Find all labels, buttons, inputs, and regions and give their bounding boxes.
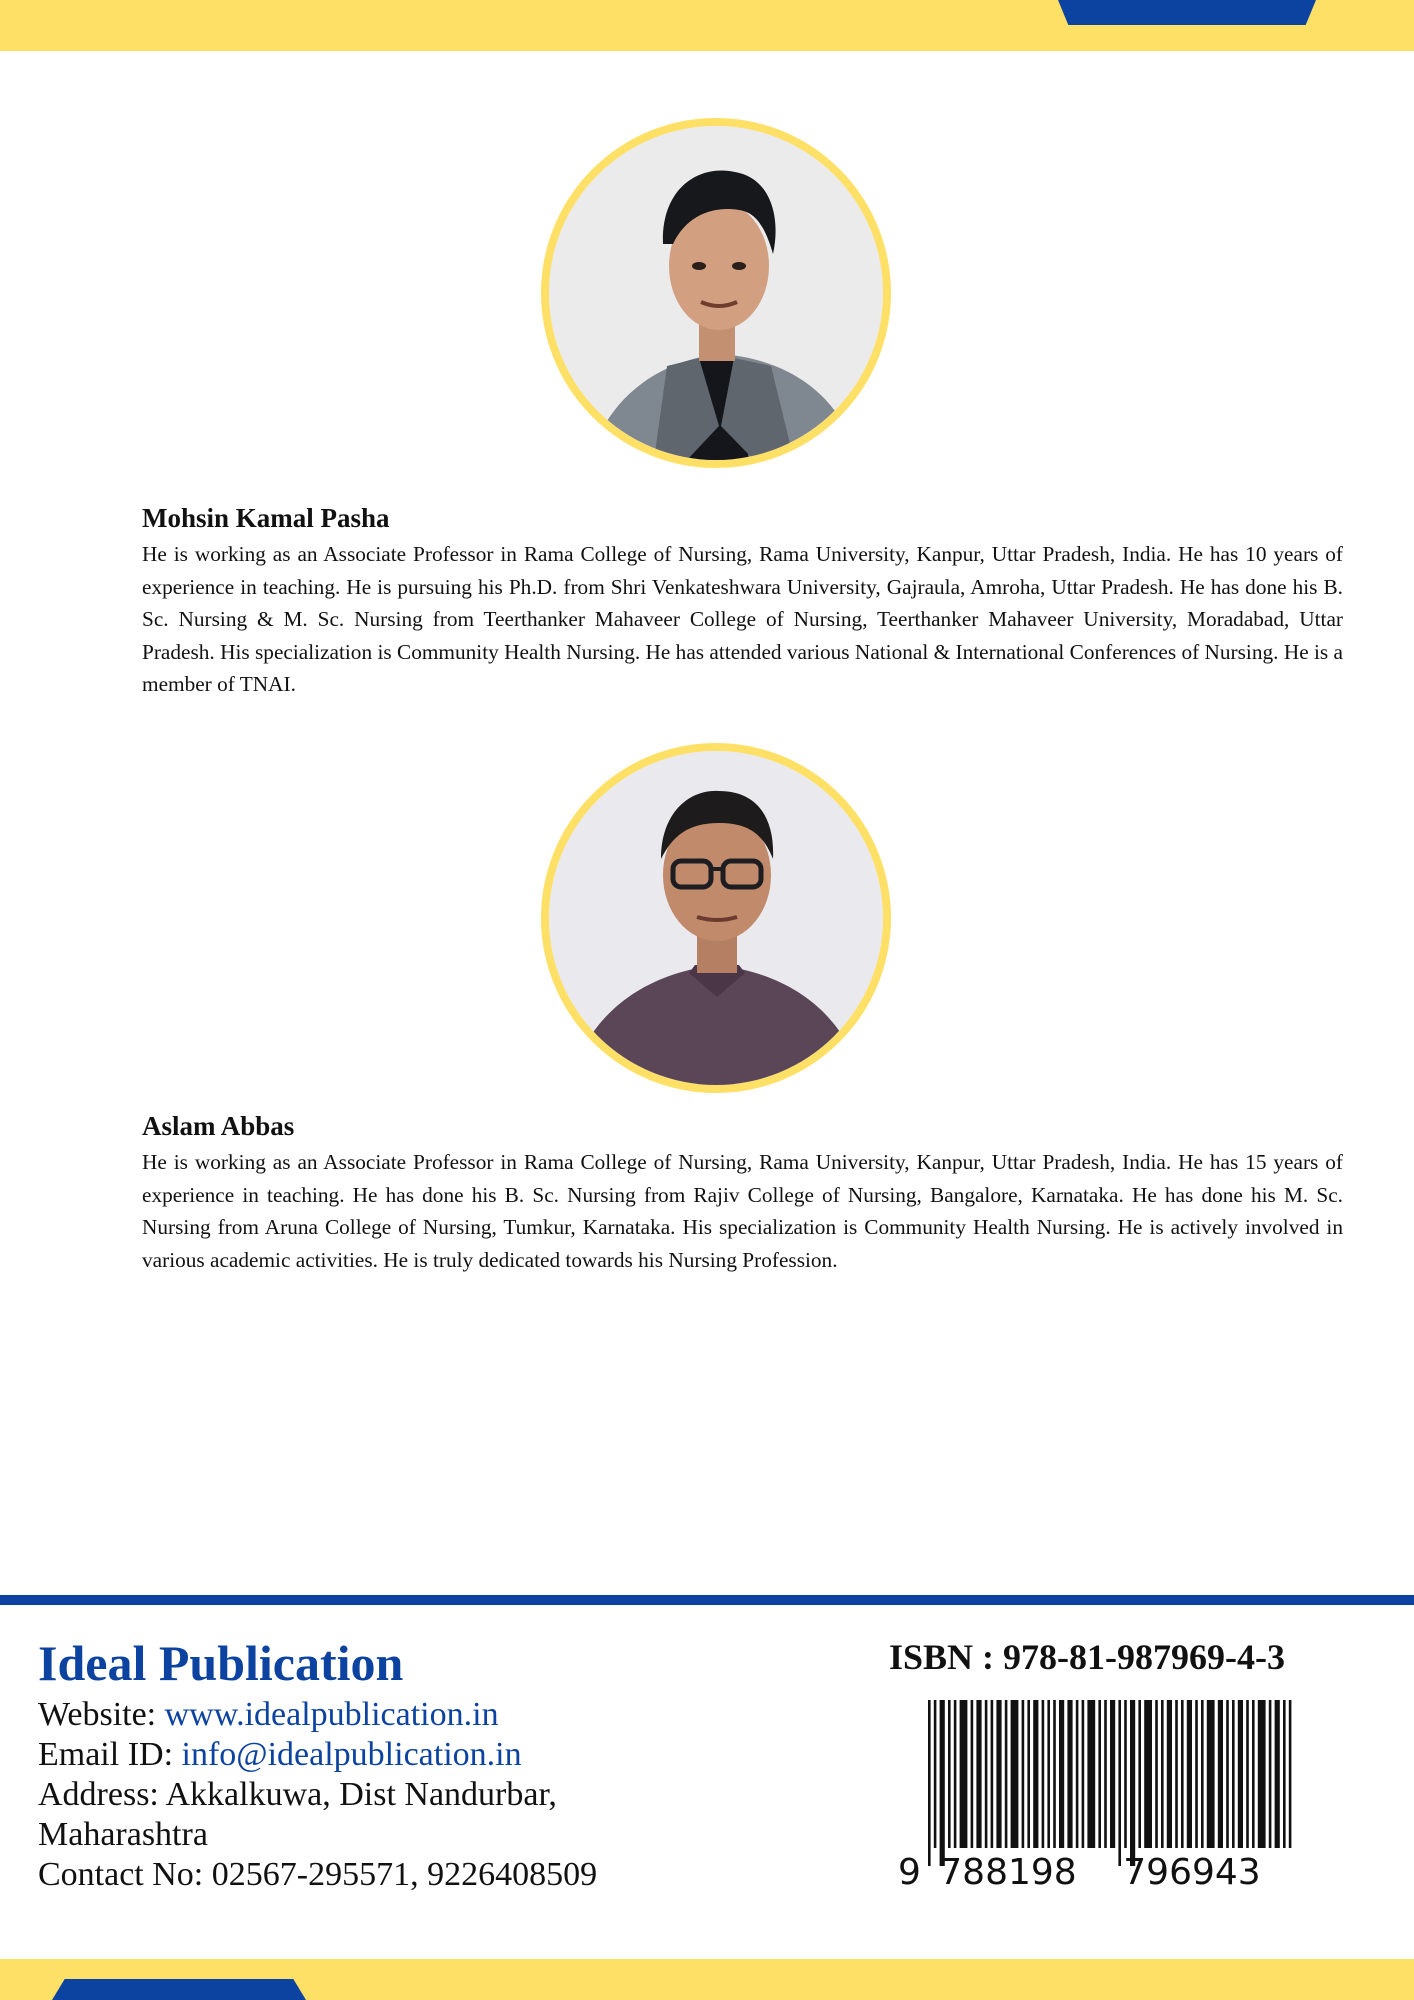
barcode-bar [1207, 1700, 1215, 1848]
barcode-bar [1042, 1700, 1045, 1848]
address-line-1: Address: Akkalkuwa, Dist Nandurbar, [38, 1776, 557, 1813]
barcode-bar [1098, 1700, 1101, 1848]
barcode-bar [971, 1700, 974, 1848]
barcode-bar [1011, 1700, 1019, 1848]
barcode-bar [1232, 1700, 1235, 1848]
barcode-bar [1175, 1700, 1178, 1848]
email-link[interactable]: info@idealpublication.in [181, 1736, 522, 1773]
author-2-bio-section [142, 1108, 1343, 1276]
barcode-bar [1047, 1700, 1050, 1848]
barcode-bar [1258, 1700, 1266, 1848]
barcode-bar [934, 1700, 937, 1848]
barcode-bar [996, 1700, 1001, 1848]
barcode-bar [1110, 1700, 1115, 1848]
barcode-bar [1181, 1700, 1184, 1848]
top-blue-accent [1058, 0, 1316, 25]
barcode-bar [1027, 1700, 1030, 1848]
barcode-bar [1104, 1700, 1107, 1848]
barcode-bar [1155, 1700, 1158, 1848]
author-1-bio-text: He is working as an Associate Professor in Rama College of Nursing, Rama University, Kanpur, Uttar Pradesh, India. He has 10 years of experience in teaching. He is pursuing his Ph.D. from Shri Venkateshwara University, Gajraula, Amroha, Uttar Pradesh. He has done his B. Sc. Nursing & M. Sc. Nursing from Teerthanker Mahaveer College of Nursing, Teerthanker Mahaveer University, Moradabad, Uttar Pradesh. His specialization is Community Health Nursing. He has attended various National & International Conferences of Nursing. He is a member of TNAI. [142, 542, 1343, 697]
barcode-bar [1187, 1700, 1192, 1848]
barcode-bar [940, 1700, 945, 1866]
barcode-bar [1289, 1700, 1292, 1848]
barcode-bar [1167, 1700, 1172, 1848]
barcode-bar [1033, 1700, 1038, 1848]
isbn-label: ISBN : 978-81-987969-4-3 [889, 1637, 1285, 1677]
barcode-digit-first: 9 [898, 1852, 921, 1890]
email-line [38, 1735, 638, 1775]
isbn-barcode [892, 1700, 1302, 1890]
barcode-bar [1118, 1700, 1121, 1866]
email-label: Email ID: [38, 1736, 182, 1773]
author-1-photo [541, 118, 891, 468]
barcode-bar [985, 1700, 988, 1848]
author-2-bio-text: He is working as an Associate Professor in Rama College of Nursing, Rama University, Kanpur, Uttar Pradesh, India. He has 15 years of experience in teaching. He has done his B. Sc. Nursing from Rajiv College of Nursing, Bangalore, Karnataka. He has done his M. Sc. Nursing from Aruna College of Nursing, Tumkur, Karnataka. His specialization is Community Health Nursing. He is actively involved in various academic activities. He is truly dedicated towards his Nursing Profession. [142, 1150, 1343, 1272]
barcode-bar [1269, 1700, 1272, 1848]
barcode-bar [960, 1700, 968, 1848]
author-2-name: Aslam Abbas [142, 1111, 295, 1141]
barcode-bar [1130, 1700, 1135, 1866]
barcode-bar [1076, 1700, 1079, 1848]
barcode-bar [1067, 1700, 1072, 1848]
author-1-bio-section [142, 500, 1343, 701]
barcode-bar [1195, 1700, 1198, 1848]
author-1-portrait-illustration [549, 126, 883, 460]
barcode-bar [1087, 1700, 1095, 1848]
website-line [38, 1695, 638, 1735]
barcode-bar [1246, 1700, 1249, 1848]
author-2-photo [541, 743, 891, 1093]
barcode-bar [1218, 1700, 1223, 1848]
barcode-bar [1252, 1700, 1255, 1848]
website-link[interactable]: www.idealpublication.in [164, 1696, 499, 1733]
barcode-bar [1238, 1700, 1243, 1848]
barcode-bar [1082, 1700, 1085, 1848]
barcode-bar [1161, 1700, 1164, 1848]
publisher-contact-block [38, 1695, 638, 1895]
barcode-digits-right: 796943 [1123, 1852, 1261, 1890]
barcode-bar [948, 1700, 951, 1848]
barcode-bar [1144, 1700, 1152, 1848]
barcode-bar [1124, 1700, 1127, 1848]
barcode-bar [991, 1700, 994, 1848]
barcode-bar [1226, 1700, 1229, 1848]
barcode-bar [954, 1700, 957, 1848]
author-2-portrait-illustration [549, 751, 883, 1085]
barcode-bar [1138, 1700, 1141, 1848]
barcode-bar [1059, 1700, 1064, 1848]
website-label: Website: [38, 1696, 165, 1733]
bottom-blue-accent [52, 1979, 306, 2000]
barcode-digits-left: 788198 [939, 1852, 1077, 1890]
publisher-name: Ideal Publication [38, 1635, 404, 1691]
barcode-bar [928, 1700, 931, 1866]
barcode-bar [1053, 1700, 1056, 1848]
barcode-bar [1005, 1700, 1008, 1848]
address-line-2: Maharashtra [38, 1816, 208, 1853]
footer-blue-divider [0, 1595, 1414, 1605]
barcode-bar [1022, 1700, 1025, 1848]
barcode-bar [1275, 1700, 1280, 1848]
contact-number: Contact No: 02567-295571, 9226408509 [38, 1856, 598, 1893]
barcode-bar [976, 1700, 981, 1848]
barcode-bar [1201, 1700, 1204, 1848]
barcode-bar [1283, 1700, 1286, 1848]
author-1-name: Mohsin Kamal Pasha [142, 503, 390, 533]
